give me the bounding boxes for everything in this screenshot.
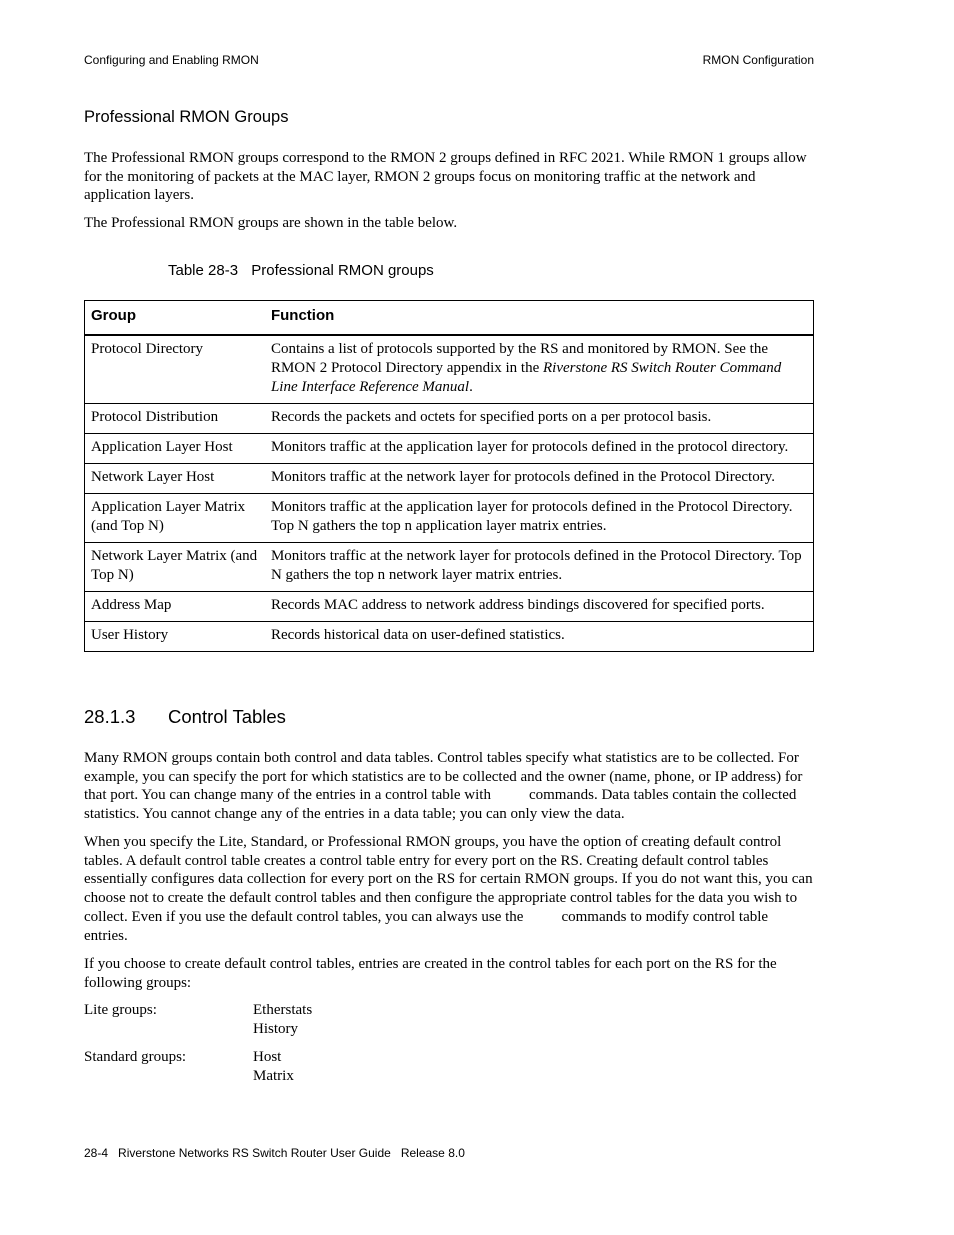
function-cell: Monitors traffic at the application layer for protocols defined in the Protocol Directory. Top N gathers the top n application layer matrix entries.	[265, 494, 814, 543]
group-cell: Application Layer Host	[85, 434, 265, 464]
standard-group-item: Host	[253, 1049, 282, 1065]
lite-group-item: Etherstats	[253, 1002, 313, 1018]
function-cell: Records historical data on user-defined statistics.	[265, 622, 814, 652]
table-row	[85, 335, 814, 404]
table-caption-number: Table 28-3	[168, 262, 239, 279]
page-footer	[84, 1146, 465, 1160]
default-groups-intro-paragraph: If you choose to create default control tables, entries are created in the control tables for each port on the RS for the following groups:	[84, 956, 777, 991]
table-row	[85, 464, 814, 494]
table-row	[85, 622, 814, 652]
lite-groups-values	[253, 1001, 312, 1039]
group-cell: Network Layer Host	[85, 464, 265, 494]
release-label: Release 8.0	[400, 1146, 465, 1160]
control-tables-text-b: commands. Data tables contain the collected statistics. You cannot change any of the entries in a data table; you can only view the data.	[84, 787, 797, 823]
group-cell: Address Map	[85, 592, 265, 622]
standard-groups-label: Standard groups:	[84, 1049, 187, 1065]
table-row	[85, 434, 814, 464]
default-control-tables-paragraph	[84, 833, 814, 945]
subsection-title: Control Tables	[168, 706, 286, 727]
function-cell	[265, 335, 814, 404]
function-cell: Monitors traffic at the network layer for protocols defined in the Protocol Directory.	[265, 464, 814, 494]
function-text-end: .	[469, 379, 473, 395]
subsection-heading	[84, 706, 286, 728]
manual-title: Riverstone RS Switch Router Command Line Interface Reference Manual	[270, 360, 782, 395]
column-header-function: Function	[265, 301, 814, 336]
group-cell: User History	[85, 622, 265, 652]
control-tables-text-a: Many RMON groups contain both control and data tables. Control tables specify what statistics are to be collected. For example, you can specify the port for which statistics are to be collected and the owner (name, phone, or IP address) for that port. You can change many of the entries in a control table with	[84, 750, 803, 804]
column-header-group: Group	[85, 301, 265, 336]
section-title: Professional RMON Groups	[84, 108, 289, 126]
default-tables-text-a: When you specify the Lite, Standard, or Professional RMON groups, you have the option of creating default control tables. A default control table creates a control table entry for every port on the RS. Creating default control tables essentially configures data collection for every port on the RS for certain RMON groups. If you do not want this, you can choose not to create the default control tables and then configure the appropriate control tables for the data you wish to collect. Even if you use the default control tables, you can always use the	[84, 834, 813, 925]
document-title: Riverstone Networks RS Switch Router User Guide	[118, 1146, 391, 1160]
subsection-number: 28.1.3	[84, 706, 136, 727]
function-cell: Monitors traffic at the application layer for protocols defined in the protocol directory.	[265, 434, 814, 464]
standard-group-item: Matrix	[253, 1068, 294, 1084]
page-number: 28-4	[84, 1146, 109, 1160]
table-row	[85, 592, 814, 622]
table-header-row	[85, 301, 814, 336]
table-caption-title: Professional RMON groups	[251, 262, 434, 279]
function-cell: Records MAC address to network address bindings discovered for specified ports.	[265, 592, 814, 622]
group-cell: Application Layer Matrix (and Top N)	[85, 494, 265, 543]
intro-paragraph: The Professional RMON groups correspond to the RMON 2 groups defined in RFC 2021. While RMON 1 groups allow for the monitoring of packets at the MAC layer, RMON 2 groups focus on monitoring traffic at the network and application layers.	[84, 150, 807, 204]
group-cell: Network Layer Matrix (and Top N)	[85, 543, 265, 592]
table-intro-paragraph: The Professional RMON groups are shown in the table below.	[84, 215, 458, 231]
function-cell: Monitors traffic at the network layer for protocols defined in the Protocol Directory. Top N gathers the top n network layer matrix entries.	[265, 543, 814, 592]
function-text: Contains a list of protocols supported by the RS and monitored by RMON. See the RMON 2 Protocol Directory appendix in the	[270, 341, 768, 376]
lite-groups-label: Lite groups:	[84, 1002, 157, 1018]
professional-rmon-groups-table	[84, 300, 814, 652]
group-cell: Protocol Directory	[85, 335, 265, 404]
standard-groups-values	[253, 1048, 294, 1086]
table-row	[85, 543, 814, 592]
table-caption	[168, 262, 434, 279]
lite-group-item: History	[253, 1021, 298, 1037]
group-cell: Protocol Distribution	[85, 404, 265, 434]
table-row	[85, 494, 814, 543]
running-header-right: RMON Configuration	[702, 53, 814, 67]
control-tables-paragraph	[84, 749, 814, 824]
running-header-left: Configuring and Enabling RMON	[84, 53, 259, 67]
default-tables-text-b: commands to modify control table entries.	[84, 908, 769, 944]
table-row	[85, 404, 814, 434]
function-cell: Records the packets and octets for specified ports on a per protocol basis.	[265, 404, 814, 434]
